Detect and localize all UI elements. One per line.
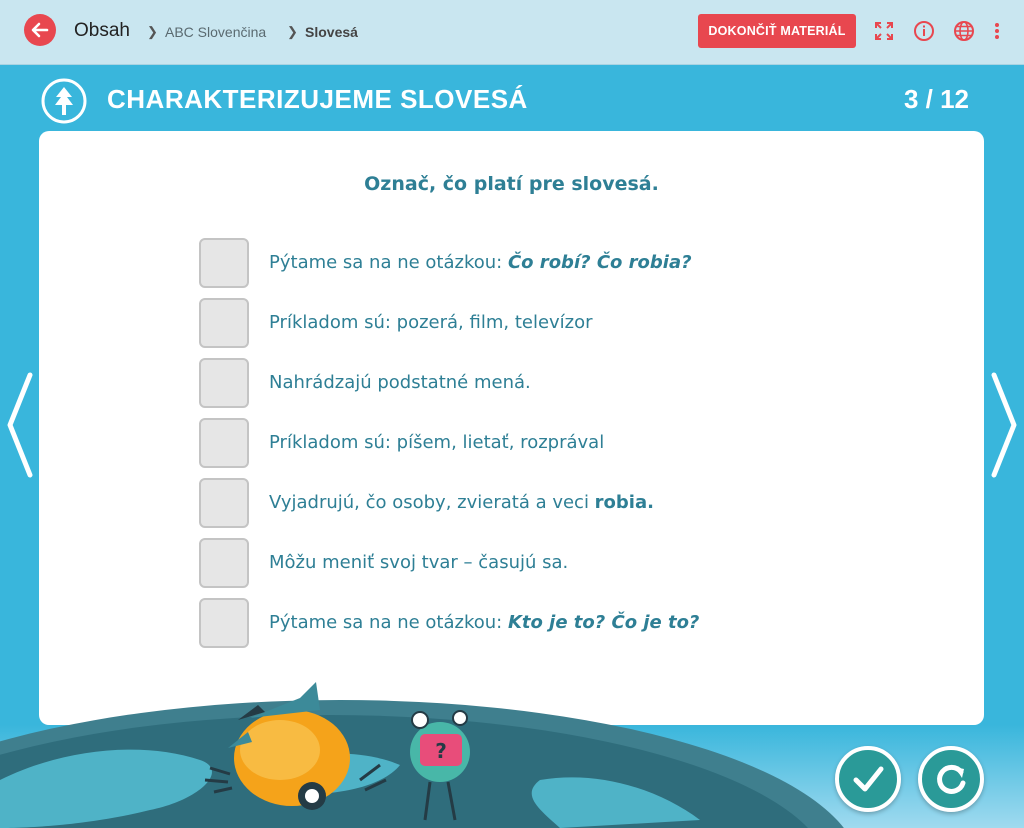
option-label: Pýtame sa na ne otázkou: Kto je to? Čo je to? — [269, 612, 700, 633]
back-button[interactable] — [24, 14, 56, 46]
svg-text:?: ? — [435, 739, 447, 763]
option-checkbox[interactable] — [199, 478, 249, 528]
option-label: Príkladom sú: píšem, lietať, rozprával — [269, 432, 605, 453]
option-label: Môžu meniť svoj tvar – časujú sa. — [269, 552, 569, 573]
top-bar — [0, 0, 1024, 65]
option-label: Pýtame sa na ne otázkou: Čo robí? Čo robia? — [269, 252, 692, 273]
next-page-button[interactable] — [990, 370, 1020, 480]
refresh-icon — [931, 759, 971, 799]
option-emphasis: Kto je to? Čo je to? — [507, 612, 700, 633]
finish-material-button[interactable]: DOKONČIŤ MATERIÁL — [698, 14, 856, 48]
tree-logo-icon — [40, 77, 88, 125]
exercise-question: Označ, čo platí pre slovesá. — [364, 173, 659, 195]
reset-button[interactable] — [918, 746, 984, 812]
breadcrumb-home[interactable]: Obsah — [74, 20, 130, 41]
option-checkbox[interactable] — [199, 298, 249, 348]
chevron-right-icon: ❯ — [287, 24, 298, 39]
option-checkbox[interactable] — [199, 358, 249, 408]
checkmark-icon — [848, 759, 888, 799]
option-item — [199, 298, 819, 350]
option-item — [199, 418, 819, 470]
option-label: Vyjadrujú, čo osoby, zvieratá a veci robia. — [269, 492, 654, 513]
fullscreen-icon[interactable] — [873, 20, 895, 42]
option-item — [199, 538, 819, 590]
more-vertical-icon[interactable] — [993, 20, 1001, 42]
check-answer-button[interactable] — [835, 746, 901, 812]
option-item — [199, 358, 819, 410]
breadcrumb-item-course[interactable]: ABC Slovenčina — [165, 24, 267, 40]
chevron-right-icon: ❯ — [147, 24, 158, 39]
option-emphasis: Čo robí? Čo robia? — [507, 252, 692, 273]
option-emphasis: robia. — [594, 492, 654, 513]
breadcrumb-item-current: Slovesá — [305, 24, 358, 40]
option-checkbox[interactable] — [199, 418, 249, 468]
globe-icon[interactable] — [953, 20, 975, 42]
option-checkbox[interactable] — [199, 238, 249, 288]
previous-page-button[interactable] — [4, 370, 34, 480]
page-counter: 3 / 12 — [903, 84, 969, 114]
section-title: CHARAKTERIZUJEME SLOVESÁ — [107, 84, 528, 114]
option-item — [199, 598, 819, 650]
arrow-left-icon — [24, 14, 56, 46]
option-checkbox[interactable] — [199, 598, 249, 648]
option-label: Príkladom sú: pozerá, film, televízor — [269, 312, 593, 333]
option-checkbox[interactable] — [199, 538, 249, 588]
option-label: Nahrádzajú podstatné mená. — [269, 372, 531, 393]
option-item — [199, 238, 819, 290]
option-item — [199, 478, 819, 530]
info-icon[interactable] — [913, 20, 935, 42]
exercise-card — [39, 131, 984, 725]
